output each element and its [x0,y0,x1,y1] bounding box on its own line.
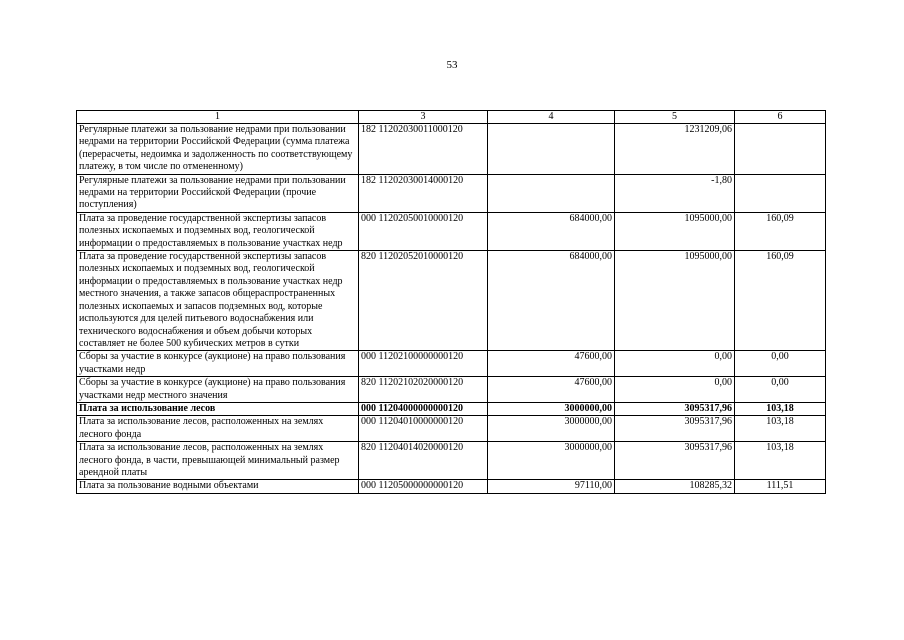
row-code: 182 11202030014000120 [359,174,488,212]
row-name: Плата за использование лесов, расположенных на землях лесного фонда, в части, превышающей минимальный размер арендной платы [77,442,359,480]
row-plan: 684000,00 [488,251,615,351]
row-plan: 97110,00 [488,480,615,493]
table-row [77,480,826,493]
row-percent: 0,00 [735,377,826,403]
row-actual: 3095317,96 [615,442,735,480]
row-actual: 3095317,96 [615,402,735,415]
row-plan [488,174,615,212]
table-row [77,416,826,442]
row-actual: 3095317,96 [615,416,735,442]
row-percent: 103,18 [735,402,826,415]
row-percent [735,124,826,175]
table-row [77,442,826,480]
row-plan: 47600,00 [488,351,615,377]
page-number: 53 [446,59,458,71]
row-actual: 1231209,06 [615,124,735,175]
table-row [77,251,826,351]
row-actual: 1095000,00 [615,251,735,351]
row-name: Плата за проведение государственной экспертизы запасов полезных ископаемых и подземных вод, геологической информации о предоставляемых в пользование участках недр местного значения, а также запасов общераспространенных полезных ископаемых и запасов подземных вод, которые используются для целей питьевого водоснабжения или технического водоснабжения и объем добычи которых составляет не более 500 кубических метров в сутки [77,251,359,351]
row-percent: 103,18 [735,442,826,480]
row-code: 000 11205000000000120 [359,480,488,493]
row-code: 820 11204014020000120 [359,442,488,480]
table-row [77,174,826,212]
row-percent: 160,09 [735,251,826,351]
row-code: 000 11202050010000120 [359,212,488,250]
row-name: Плата за проведение государственной экспертизы запасов полезных ископаемых и подземных вод, геологической информации о предоставляемых в пользование участках недр [77,212,359,250]
row-name: Плата за использование лесов, расположенных на землях лесного фонда [77,416,359,442]
budget-table [76,110,826,494]
row-percent: 111,51 [735,480,826,493]
column-header-actual: 5 [615,111,735,124]
table-row [77,377,826,403]
row-name: Сборы за участие в конкурсе (аукционе) на право пользования участками недр местного значения [77,377,359,403]
row-code: 000 11204010000000120 [359,416,488,442]
row-percent: 103,18 [735,416,826,442]
table-row-total-forest [77,402,826,415]
row-name: Регулярные платежи за пользование недрами при пользовании недрами на территории Российской Федерации (сумма платежа (перерасчеты, недоимка и задолженность по соответствующему платежу, в том числе по отмененному) [77,124,359,175]
column-header-plan: 4 [488,111,615,124]
row-actual: 108285,32 [615,480,735,493]
row-actual: 0,00 [615,351,735,377]
row-percent: 0,00 [735,351,826,377]
row-plan: 47600,00 [488,377,615,403]
row-name: Сборы за участие в конкурсе (аукционе) на право пользования участками недр [77,351,359,377]
row-code: 000 11202100000000120 [359,351,488,377]
row-plan: 3000000,00 [488,442,615,480]
row-actual: -1,80 [615,174,735,212]
row-percent [735,174,826,212]
row-name: Плата за использование лесов [77,402,359,415]
row-name: Плата за пользование водными объектами [77,480,359,493]
row-percent: 160,09 [735,212,826,250]
row-plan: 3000000,00 [488,402,615,415]
table-row [77,212,826,250]
column-header-percent: 6 [735,111,826,124]
table-row [77,351,826,377]
row-code: 000 11204000000000120 [359,402,488,415]
row-code: 820 11202052010000120 [359,251,488,351]
row-name: Регулярные платежи за пользование недрами при пользовании недрами на территории Российской Федерации (прочие поступления) [77,174,359,212]
row-actual: 0,00 [615,377,735,403]
column-header-code: 3 [359,111,488,124]
row-plan: 684000,00 [488,212,615,250]
row-plan: 3000000,00 [488,416,615,442]
column-header-name: 1 [77,111,359,124]
row-actual: 1095000,00 [615,212,735,250]
table-row [77,124,826,175]
row-code: 182 11202030011000120 [359,124,488,175]
table-header-row [77,111,826,124]
row-code: 820 11202102020000120 [359,377,488,403]
row-plan [488,124,615,175]
